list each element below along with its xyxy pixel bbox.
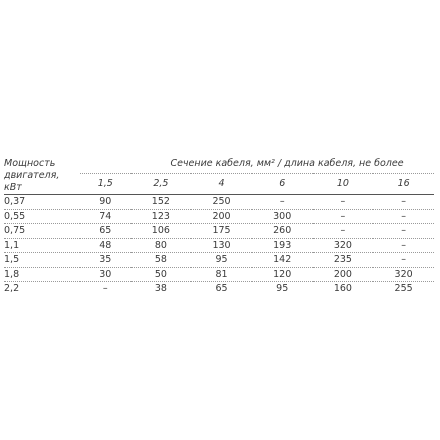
value-cell: – [313,209,374,224]
table-body [4,195,434,296]
value-cell: 120 [252,267,313,282]
value-cell: 35 [80,253,131,268]
table-row [4,224,434,239]
value-cell: 193 [252,238,313,253]
power-column-header: Мощность двигателя, кВт [4,154,80,195]
value-cell: – [373,238,434,253]
table-row [4,282,434,296]
value-cell: 300 [252,209,313,224]
value-cell: 30 [80,267,131,282]
table-row [4,253,434,268]
cable-table-container [4,154,434,296]
value-cell: 48 [80,238,131,253]
power-cell: 0,55 [4,209,80,224]
value-cell: – [373,253,434,268]
value-cell: 142 [252,253,313,268]
cable-length-table [4,154,434,296]
value-cell: 95 [191,253,252,268]
value-cell: 50 [131,267,192,282]
section-header: 16 [373,174,434,195]
cable-section-group-header: Сечение кабеля, мм² / длина кабеля, не более [80,154,434,174]
table-row [4,267,434,282]
value-cell: 38 [154,283,167,294]
value-cell: 152 [131,195,192,210]
value-cell: 320 [313,238,374,253]
power-cell: 1,5 [4,253,80,268]
value-cell: 160 [333,283,352,294]
value-cell: 130 [191,238,252,253]
value-cell: 95 [276,283,289,294]
value-cell: 106 [131,224,192,239]
table-row [4,209,434,224]
power-cell: 2,2 [4,283,20,294]
value-cell: 65 [215,283,228,294]
value-cell: – [373,224,434,239]
table-row [4,195,434,210]
value-cell: – [373,209,434,224]
value-cell: – [252,195,313,210]
value-cell: – [102,283,108,294]
value-cell: 74 [80,209,131,224]
value-cell: 200 [191,209,252,224]
section-header: 6 [252,174,313,195]
value-cell: 200 [313,267,374,282]
value-cell: 81 [191,267,252,282]
power-cell: 1,1 [4,238,80,253]
value-cell: 65 [80,224,131,239]
value-cell: 250 [191,195,252,210]
value-cell: 260 [252,224,313,239]
value-cell: 320 [373,267,434,282]
power-cell: 1,8 [4,267,80,282]
section-header: 10 [313,174,374,195]
section-header: 2,5 [131,174,192,195]
value-cell: 58 [131,253,192,268]
value-cell: 80 [131,238,192,253]
power-cell: 0,37 [4,195,80,210]
value-cell: 90 [80,195,131,210]
value-cell: 123 [131,209,192,224]
power-cell: 0,75 [4,224,80,239]
section-header: 1,5 [80,174,131,195]
value-cell: 235 [313,253,374,268]
table-row [4,238,434,253]
section-header: 4 [191,174,252,195]
value-cell: 175 [191,224,252,239]
value-cell: – [373,195,434,210]
value-cell: 255 [394,283,413,294]
table-header-row [4,154,434,174]
value-cell: – [313,224,374,239]
value-cell: – [313,195,374,210]
